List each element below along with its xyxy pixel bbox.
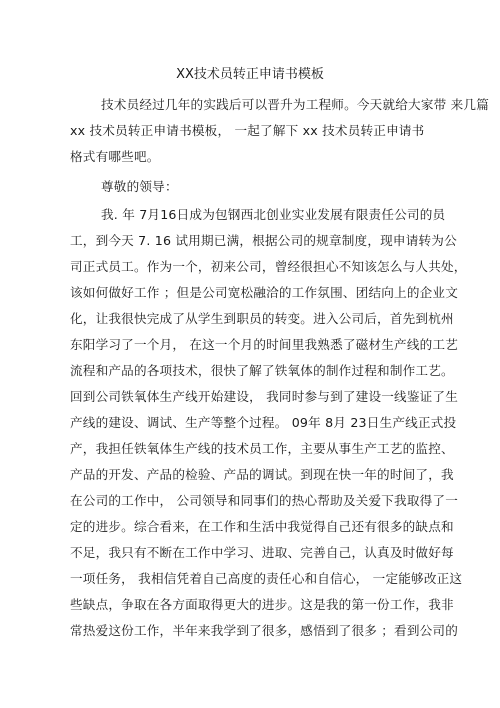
body-line: 化，让我很快完成了从学生到职员的转变。进入公司后，首先到杭州 [70,311,454,326]
body-line: 产线的建设、调试、生产等整个过程。 09年 8月 23日生产线正式投 [70,415,457,430]
body-line: 东阳学习了一个月， 在这一个月的时间里我熟悉了磁材生产线的工艺 [70,337,459,352]
body-line: 工，到今天 7. 16 试用期已满，根据公司的规章制度，现申请转为公 [70,233,457,248]
body-line: 一项任务， 我相信凭着自己高度的责任心和自信心， 一定能够改正这 [70,571,463,586]
body-line: 产，我担任铁氧体生产线的技术员工作，主要从事生产工艺的监控、 [70,441,454,456]
salutation: 尊敬的领导： [101,179,178,194]
intro-line-1: 技术员经过几年的实践后可以晋升为工程师。今天就给大家带 来几篇 [101,97,490,112]
intro-line-3: 格式有哪些吧。 [70,149,160,164]
body-line: 司正式员工。作为一个，初来公司，曾经很担心不知该怎么与人共处， [70,259,467,274]
body-line: 些缺点，争取在各方面取得更大的进步。这是我的第一份工作，我非 [70,597,454,612]
body-line: 我. 年 7月16日成为包钢西北创业实业发展有限责任公司的员 [101,207,446,222]
document-title: XX技术员转正申请书模板 [176,67,324,82]
body-line: 回到公司铁氧体生产线开始建设， 我同时参与到了建设一线鉴证了生 [70,389,459,404]
body-line: 不足，我只有不断在工作中学习、进取、完善自己，认真及时做好每 [70,545,454,560]
body-line: 在公司的工作中， 公司领导和同事们的热心帮助及关爱下我取得了一 [70,493,459,508]
body-line: 常热爱这份工作，半年来我学到了很多，感悟到了很多 ；看到公司的 [70,623,459,638]
body-line: 产品的开发、产品的检验、产品的调试。到现在快一年的时间了，我 [70,467,454,482]
body-line: 流程和产品的各项技术，很快了解了铁氧体的制作过程和制作工艺。 [70,363,454,378]
body-line: 该如何做好工作 ；但是公司宽松融洽的工作氛围、团结向上的企业文 [70,285,459,300]
intro-line-2: xx 技术员转正申请书模板， 一起了解下 xx 技术员转正申请书 [70,123,425,138]
body-line: 定的进步。综合看来，在工作和生活中我觉得自己还有很多的缺点和 [70,519,454,534]
